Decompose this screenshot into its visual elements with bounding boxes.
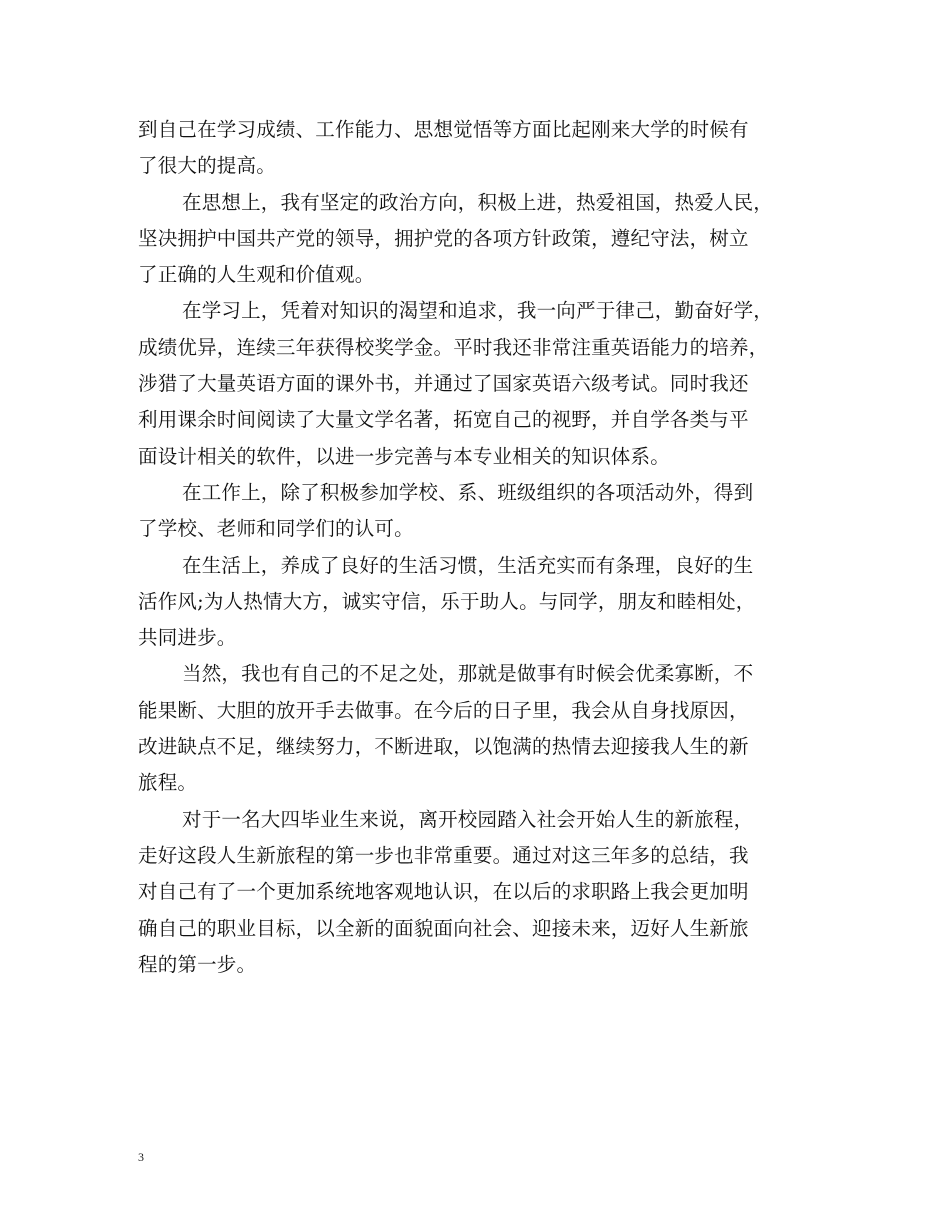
text-line: 坚决拥护中国共产党的领导，拥护党的各项方针政策，遵纪守法，树立 — [138, 226, 749, 250]
text-line: 对自己有了一个更加系统地客观地认识，在以后的求职路上我会更加明 — [138, 880, 749, 904]
text-line: 走好这段人生新旅程的第一步也非常重要。通过对这三年多的总结，我 — [138, 843, 749, 867]
text-line: 改进缺点不足，继续努力，不断进取，以饱满的热情去迎接我人生的新 — [138, 735, 749, 759]
text-line: 在思想上，我有坚定的政治方向，积极上进，热爱祖国，热爱人民， — [182, 190, 774, 214]
text-line: 能果断、大胆的放开手去做事。在今后的日子里，我会从自身找原因， — [138, 698, 749, 722]
text-line: 在工作上，除了积极参加学校、系、班级组织的各项活动外，得到 — [182, 480, 754, 504]
text-line: 程的第一步。 — [138, 952, 257, 976]
text-line: 了很大的提高。 — [138, 154, 276, 178]
text-line: 活作风;为人热情大方，诚实守信，乐于助人。与同学，朋友和睦相处， — [138, 589, 756, 613]
text-line: 涉猎了大量英语方面的课外书，并通过了国家英语六级考试。同时我还 — [138, 372, 749, 396]
document-body — [138, 112, 828, 983]
text-line: 成绩优异，连续三年获得校奖学金。平时我还非常注重英语能力的培养， — [138, 335, 769, 359]
text-line: 利用课余时间阅读了大量文学名著，拓宽自己的视野，并自学各类与平 — [138, 408, 749, 432]
text-line: 在学习上，凭着对知识的渴望和追求，我一向严于律己，勤奋好学， — [182, 299, 774, 323]
text-line: 旅程。 — [138, 771, 198, 795]
text-line: 对于一名大四毕业生来说，离开校园踏入社会开始人生的新旅程， — [182, 807, 754, 831]
text-line: 了正确的人生观和价值观。 — [138, 263, 375, 287]
text-line: 当然，我也有自己的不足之处，那就是做事有时候会优柔寡断，不 — [182, 662, 754, 686]
text-line: 共同进步。 — [138, 626, 237, 650]
text-line: 在生活上，养成了良好的生活习惯，生活充实而有条理，良好的生 — [182, 553, 754, 577]
text-line: 了学校、老师和同学们的认可。 — [138, 517, 414, 541]
text-line: 面设计相关的软件，以进一步完善与本专业相关的知识体系。 — [138, 444, 670, 468]
text-line: 到自己在学习成绩、工作能力、思想觉悟等方面比起刚来大学的时候有 — [138, 118, 749, 141]
text-line: 确自己的职业目标，以全新的面貌面向社会、迎接未来，迈好人生新旅 — [138, 916, 749, 940]
page-number: 3 — [138, 1150, 144, 1164]
